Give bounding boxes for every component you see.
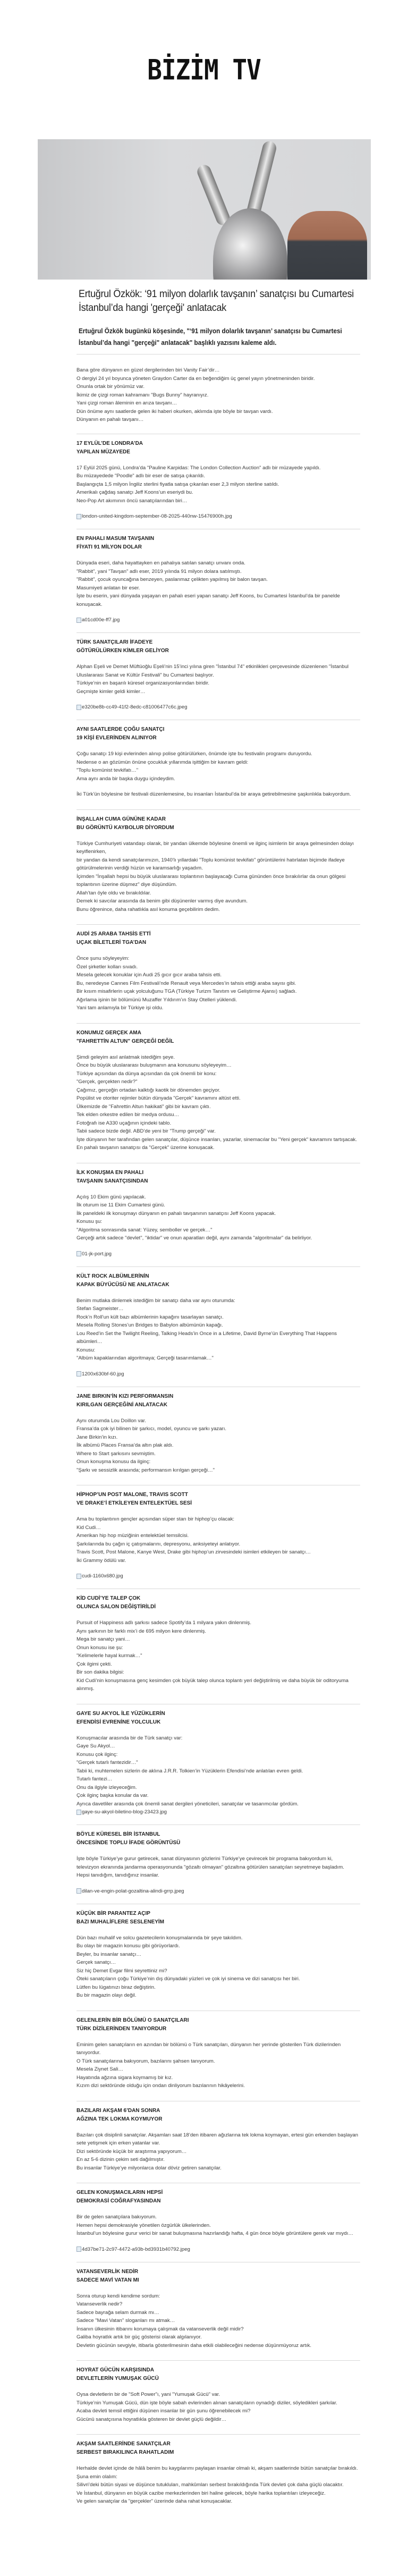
paragraph-line: Mesela gelecek konuklar için Audi 25 gıcır gıcır araba tahsis etti. — [76, 972, 222, 978]
broken-image — [76, 1808, 363, 1816]
article-section — [76, 924, 363, 1015]
paragraph-line: Sadece "Mavi Vatan" sloganları mı atmak… — [76, 2318, 175, 2324]
section-heading — [76, 725, 363, 742]
section-heading — [76, 1272, 363, 1289]
section-divider — [76, 2434, 360, 2435]
section-heading-line: HOYRAT GÜCÜN KARŞISINDA — [76, 2367, 154, 2373]
section-heading-line: DEMOKRASİ COĞRAFYASINDAN — [76, 2198, 161, 2204]
section-heading-line: BU GÖRÜNTÜ KAYBOLUR DİYORDUM — [76, 824, 174, 831]
paragraph-line: Herhalde devlet içinde de hâlâ benim bu kaygılarımı paylaşan insanlar olmalı ki, akşam saatlerinde bütün sanatçılar bırakıldı. — [76, 2465, 358, 2471]
paragraph-line: Amerikan hip hop müziğinin entelektüel temsilcisi. — [76, 1533, 189, 1539]
section-heading-line: BAZILARI AKŞAM 6’DAN SONRA — [76, 2107, 160, 2114]
image-alt-text: gaye-su-akyol-biletino-blog-23423.jpg — [82, 1809, 167, 1815]
section-heading — [76, 440, 363, 457]
paragraph-line: Hepsi tanıdığım, tanıdığınız insanlar. — [76, 1872, 159, 1878]
section-heading-line: BAZI MUHALİFLERE SESLENEYİM — [76, 1919, 165, 1925]
section-heading-line: KİD CUDİ’YE TALEP ÇOK — [76, 1595, 141, 1601]
image-alt-text: 4d37be71-2c97-4472-a93b-bd3931b40792.jpeg — [82, 2246, 190, 2252]
article-section — [76, 1904, 363, 2002]
paragraph-line: Bu insanlar Türkiye’ye milyonlarca dolar döviz getiren sanatçılar. — [76, 2165, 222, 2171]
artist-figure — [287, 211, 367, 280]
section-heading-line: KIRILGAN GERÇEĞİNİ ANLATACAK — [76, 1401, 167, 1408]
broken-image-icon — [76, 705, 81, 710]
article-sections — [76, 434, 363, 2508]
section-paragraph — [76, 1734, 363, 1809]
paragraph-line: Çağımız, gerçeğin ortadan kalktığı kaotik bir dönemden geçiyor. — [76, 1087, 220, 1093]
article-section — [76, 1163, 363, 1258]
article-section — [76, 1704, 363, 1817]
paragraph-line: Bir son dakika bilgisi: — [76, 1669, 124, 1675]
paragraph-line: Tabii sadece bizde değil. ABD’de yeni bir "Trump gerçeği" var. — [76, 1128, 216, 1134]
section-heading — [76, 2016, 363, 2033]
intro-line: İkimiz de çizgi roman kahramanı "Bugs Bunny" hayranıyız. — [76, 392, 209, 398]
section-heading-line: JANE BIRKIN’İN KIZI PERFORMANSIN — [76, 1393, 174, 1399]
paragraph-line: Pursuit of Happiness adlı şarkısı sadece Spotify’da 1 milyara yakın dinlenmiş. — [76, 1620, 252, 1626]
paragraph-line: İnsanın ülkesinin itibarını korumaya çalışmak da vatanseverlik değil midir? — [76, 2326, 244, 2332]
paragraph-line: Beyler, bu insanlar sanatçı… — [76, 1951, 142, 1957]
image-alt-text: dilan-ve-engin-polat-gozaltina-alindi-grrp.jpeg — [82, 1888, 184, 1894]
section-heading — [76, 535, 363, 552]
paragraph-line: Neo-Pop Art akımının öncü sanatçılarından biri… — [76, 497, 188, 504]
paragraph-line: Önce bu büyük uluslararası buluşmanın ana konusunu söyleyeyim… — [76, 1062, 232, 1068]
image-alt-text: london-united-kingdom-september-08-2025-440nw-15476900h.jpg — [82, 513, 232, 519]
section-paragraph — [76, 2391, 363, 2423]
article-section — [76, 720, 363, 801]
section-heading-line: TÜRK DİZİLERİNDEN TANIYORDUR — [76, 2025, 167, 2032]
paragraph-line: "Şarkı ve sessizlik arasında; performansın kırılgan gerçeği…" — [76, 1467, 215, 1473]
paragraph-line: Türkiye’nin en başarılı küresel organizasyonlarından biridir. — [76, 680, 210, 686]
section-heading-line: GELENLERİN BİR BÖLÜMÜ O SANATÇILARI — [76, 2017, 189, 2023]
paragraph-line: O Türk sanatçılarına bakıyorum, bazılarını şahsen tanıyorum. — [76, 2058, 215, 2064]
paragraph-line: Bir kısım misafirlerin uçak yolculuğunu TGA (Türkiye Turizm Tanıtım ve Geliştirme Ajansı) sağladı. — [76, 989, 297, 994]
section-heading — [76, 1169, 363, 1186]
paragraph-line: Konuşmacılar arasında bir de Türk sanatçı var: — [76, 1735, 183, 1741]
article-section — [76, 2101, 363, 2175]
paragraph-line: Jane Birkin’in kızı. — [76, 1434, 118, 1440]
paragraph-line: "Kelimelerle hayal kurmak…" — [76, 1653, 142, 1659]
paragraph-line: Demek ki savcılar arasında da benim gibi düşünenler varmış diye avundum. — [76, 898, 248, 904]
section-heading-line: UÇAK BİLETLERİ TGA’DAN — [76, 940, 147, 945]
section-paragraph — [76, 1193, 363, 1243]
broken-image — [76, 1250, 363, 1258]
paragraph-line: Popülist ve otoriter rejimler bütün dünyada "Gerçek" kavramını altüst etti. — [76, 1095, 241, 1101]
section-heading — [76, 2189, 363, 2206]
paragraph-line: Hayatında ağzına sigara koymamış bir kız. — [76, 2074, 173, 2081]
paragraph-line: Onun konusu ise şu: — [76, 1644, 123, 1651]
section-heading-line: ÖNCESİNDE TOPLU İFADE GÖRÜNTÜSÜ — [76, 1840, 181, 1846]
rabbit-ear-left — [195, 163, 232, 227]
paragraph-line: Mega bir sanatçı yani… — [76, 1636, 130, 1642]
broken-image-icon — [76, 1574, 81, 1579]
intro-line: Yani çizgi roman âleminin en arıza tavşanı… — [76, 400, 177, 406]
paragraph-line: "Algoritma sonrasında sanat: Yüzey, semboller ve gerçek…" — [76, 1227, 212, 1233]
section-heading — [76, 1029, 363, 1046]
paragraph-line: Ve İstanbul, dünyanın en büyük cazibe merkezlerinden biri haline gelecek, böyle harika toplantıları izleyeceğiz. — [76, 2490, 326, 2496]
image-alt-text: cudi-1160x680.jpg — [82, 1573, 123, 1579]
paragraph-line: Onu da ilgiyle izleyeceğim. — [76, 1784, 137, 1790]
paragraph-line: Şimdi geleyim asıl anlatmak istediğim şeye. — [76, 1054, 175, 1060]
paragraph-line: İstanbul’un böylesine gurur verici bir sanat buluşmasına hazırlandığı hafta, 4 gün önce böyle görüntülere gerek var mıydı… — [76, 2231, 354, 2236]
paragraph-line: Bu müzayedede "Poodle" adlı bir eser de satışa çıkarıldı. — [76, 473, 205, 479]
paragraph-line: Önce şunu söyleyeyim: — [76, 956, 130, 961]
paragraph-line: İçimden "İnşallah hepsi bu büyük uluslararası toplantının başlayacağı Cuma gününden önce bırakılırlar da onun gölgesi toplantının üzerine düşmez" diye düşündüm. — [76, 873, 347, 888]
section-heading-line: GAYE SU AKYOL İLE YÜZÜKLERİN — [76, 1710, 165, 1717]
section-heading-line: DEVLETLERİN YUMUŞAK GÜCÜ — [76, 2376, 159, 2381]
paragraph-line: İki Grammy ödülü var. — [76, 1557, 126, 1564]
section-divider — [76, 809, 360, 810]
image-alt-text: e320be8b-cc49-41f2-8edc-c81006477c6c.jpeg — [82, 704, 188, 710]
section-divider — [76, 632, 360, 633]
paragraph-line: İşte böyle Türkiye’ye gurur getirecek, sanat dünyasının gözlerini Türkiye’ye çevirecek bir programa bakıyordum ki, — [76, 1856, 333, 1862]
paragraph-line: "Gerçek, gerçekten nedir?" — [76, 1079, 138, 1085]
article-section — [76, 2262, 363, 2352]
site-logo[interactable]: BİZİM TV — [147, 53, 261, 87]
section-heading-line: AUDİ 25 ARABA TAHSİS ETTİ — [76, 931, 151, 937]
article-section — [76, 809, 363, 916]
paragraph-line: Başlangıçta 1,5 milyon İngiliz sterlini fiyatla satışa çıkarılan eser 2,3 milyon sterline satıldı. — [76, 481, 279, 487]
paragraph-line: Aynı oturumda Lou Doillon var. — [76, 1417, 147, 1424]
paragraph-line: Benim mutlaka dinlemek istediğim bir sanatçı daha var aynı oturumda: — [76, 1297, 235, 1304]
paragraph-line: Kid Cudi’nin konuşmasına genç kesimden çok büyük talep olunca toplantı yeri değiştirilmiş ve daha büyük bir oditoryuma alınmış. — [76, 1677, 350, 1692]
article-section — [76, 1485, 363, 1580]
paragraph-line: Ağırlama işinin bir bölümünü Muzaffer Yıldırım’ın Stay Otelleri yüklendi. — [76, 996, 237, 1003]
section-heading-line: EN PAHALI MASUM TAVŞANIN — [76, 536, 155, 542]
article-section — [76, 529, 363, 624]
section-heading — [76, 815, 363, 832]
article-section — [76, 2183, 363, 2253]
hero-image — [38, 139, 371, 280]
paragraph-line: Ülkemizde de "Fahrettin Altun hakikati" gibi bir kavram çıktı. — [76, 1103, 211, 1110]
section-heading-line: SERBEST BIRAKILINCA RAHATLADIM — [76, 2450, 174, 2455]
paragraph-line: İlk paneldeki ilk konuşmayı dünyanın en pahalı tavşanının sanatçısı Jeff Koons yapacak. — [76, 1210, 276, 1217]
article-section — [76, 1266, 363, 1378]
image-alt-text: 1200x630bf-60.jpg — [82, 1371, 124, 1377]
intro-paragraph — [76, 366, 363, 424]
paragraph-line: İşte dünyanın her tarafından gelen sanatçılar, düşünce insanları, yazarlar, sinemacılar bu "Yeni gerçek" kavramını tartışacak. — [76, 1136, 358, 1143]
section-paragraph — [76, 2292, 363, 2350]
paragraph-line: Bu olayı bir magazin konusu gibi görüyorlardı. — [76, 1943, 180, 1949]
paragraph-line: Fotoğrafı ise A330 uçağının içindeki tablo. — [76, 1120, 172, 1126]
section-heading — [76, 1830, 363, 1847]
paragraph-line: Sonra oturup kendi kendime sordum: — [76, 2293, 160, 2299]
article-section — [76, 2360, 363, 2426]
paragraph-line: Bunu öğrenince, daha rahatlıkla asıl konuma geçebilirim dedim. — [76, 906, 220, 913]
section-paragraph — [76, 790, 363, 799]
intro-line: O dergiyi 24 yıl boyunca yöneten Graydon Carter da en beğendiğim üç genel yayın yönetmeninden biridir. — [76, 375, 315, 382]
paragraph-line: Konusu şu: — [76, 1219, 103, 1224]
paragraph-line: İşte bu eserin, yani dünyada yaşayan en pahalı eseri yapan sanatçı Jeff Koons, bu Cumartesi İstanbul’da bir panelde konuşacak. — [76, 593, 342, 607]
section-heading — [76, 1910, 363, 1927]
paragraph-line: Bir de gelen sanatçılara bakıyorum. — [76, 2214, 157, 2220]
paragraph-line: Onun konuşma konusu da ilginç: — [76, 1459, 151, 1465]
paragraph-line: Rock’n Roll’un kült bazı albümlerinin kapağını tasarlayan sanatçı. — [76, 1314, 224, 1320]
paragraph-line: Mesela Rolling Stones’un Bridges to Babylon albümünün kapağı. — [76, 1322, 223, 1328]
section-heading — [76, 2268, 363, 2285]
paragraph-line: Türkiye’nin Yumuşak Gücü, dün işte böyle sabah evlerinden alınan sanatçıların oynadığı diziler, söyledikleri şarkılar. — [76, 2400, 337, 2406]
paragraph-line: Silivri’deki bütün siyasi ve düşünce tutukluları, mahkûmları serbest bırakıldığında Türk devleti çok daha güçlü olacaktır. — [76, 2482, 344, 2488]
article-section — [76, 632, 363, 711]
paragraph-line: Hemen hepsi demokrasiyle yönetilen özgürlük ülkelerinden. — [76, 2222, 211, 2228]
paragraph-line: televizyon ekranında jandarma operasyonunda "gözaltı olmayan" gözaltına götürülen sanatçıları seyretmeye başladım. — [76, 1864, 344, 1870]
paragraph-line: "Gerçek tutarlı fantezidir…" — [76, 1760, 138, 1766]
paragraph-line: Çok ilgimi çekti. — [76, 1661, 112, 1667]
broken-image-icon — [76, 1888, 81, 1894]
paragraph-line: Vatanseverlik nedir? — [76, 2301, 123, 2307]
section-divider — [76, 924, 360, 925]
broken-image — [76, 1887, 363, 1895]
article-section — [76, 434, 363, 521]
section-heading-line: BÖYLE KÜRESEL BİR İSTANBUL — [76, 1831, 160, 1837]
paragraph-line: Stefan Sagmeister… — [76, 1306, 124, 1312]
section-heading-line: OLUNCA SALON DEĞİŞTİRİLDİ — [76, 1604, 156, 1610]
section-heading — [76, 930, 363, 947]
paragraph-line: Türkiye açısından da dünya açısından da çok önemli bir konu: — [76, 1070, 217, 1077]
paragraph-line: Kızım dizi sektöründe olduğu için ondan dinliyorum bazılarının hikâyelerini. — [76, 2083, 245, 2089]
broken-image-icon — [76, 1371, 81, 1376]
broken-image — [76, 616, 363, 624]
intro-line: Onunla ortak bir yönümüz var. — [76, 384, 144, 390]
article-section — [76, 1825, 363, 1895]
paragraph-line: Yani tam anlamıyla bir Türkiye işi oldu. — [76, 1005, 164, 1011]
paragraph-line: Gaye Su Akyol… — [76, 1743, 115, 1749]
broken-image — [76, 1370, 363, 1378]
section-heading-line: TÜRK SANATÇILARI İFADEYE — [76, 639, 153, 645]
section-paragraph — [76, 1855, 363, 1880]
paragraph-line: Türkiye Cumhuriyeti vatandaşı olarak, bir yandan ülkemde böylesine önemli ve ilginç isimlerin bir araya gelmesinden dolayı keyiflenirken, — [76, 840, 355, 855]
image-alt-text: a01cd00e-ff7.jpg — [82, 617, 120, 623]
section-divider — [76, 2360, 360, 2361]
section-heading-line: GELEN KONUŞMACILARIN HEPSİ — [76, 2190, 163, 2195]
intro-line: Bana göre dünyanın en güzel dergilerinden biri Vanity Fair’dir… — [76, 367, 220, 373]
section-heading-line: EFENDİSİ EVRENİNE YOLCULUK — [76, 1719, 161, 1725]
paragraph-line: Dün bazı muhalif ve solcu gazetecilerin konuşmalarında bir şeye takıldım. — [76, 1935, 243, 1941]
section-heading-line: AYNI SAATLERDE ÇOĞU SANATÇI — [76, 727, 165, 732]
paragraph-line: "Toplu komünist tevkifatı…" — [76, 767, 139, 773]
paragraph-line: Devletin gücünün sevgiyle, itibarla gösterilmesinin daha etkili olabileceğini nedense düşünmüyoruz artık. — [76, 2342, 312, 2349]
section-paragraph — [76, 2213, 363, 2238]
paragraph-line: Geçmişte kimler geldi kimler… — [76, 688, 146, 695]
article-section — [76, 1387, 363, 1477]
paragraph-line: Gücünü sanatçısına hoyratlıkla gösteren bir devlet güçlü değildir… — [76, 2416, 227, 2422]
broken-image-icon — [76, 1251, 81, 1256]
section-heading-line: KAPAK BÜYÜCÜSÜ NE ANLATACAK — [76, 1281, 169, 1288]
site-header — [0, 0, 408, 139]
article-body — [76, 287, 363, 2508]
paragraph-line: Özel şirketler kolları sıvadı. — [76, 964, 138, 970]
paragraph-line: 17 Eylül 2025 günü, Londra’da "Pauline Karpidas: The London Collection Auction" adlı bir müzayede yapıldı. — [76, 464, 321, 471]
paragraph-line: Tabii ki, muhtemelen sizlerin de aklına J.R.R. Tolkien’in Yüzüklerin Efendisi’nde anlatılan evren geldi. — [76, 1768, 303, 1774]
section-heading — [76, 1594, 363, 1611]
section-paragraph — [76, 1619, 363, 1693]
section-paragraph — [76, 2464, 363, 2506]
paragraph-line: Eminim gelen sanatçıların en azından bir bölümü o Türk sanatçıları, dünyanın her yerinde gösterilen Türk dizilerinden tanıyordur. — [76, 2041, 342, 2056]
paragraph-line: Lütfen bu lügatınızı biraz değiştirin. — [76, 1984, 156, 1990]
paragraph-line: En pahalı tavşanın sanatçısı da "Gerçek" üzerine konuşacak. — [76, 1145, 215, 1151]
section-heading-line: GÖTÜRÜLÜRKEN KİMLER GELİYOR — [76, 648, 169, 654]
broken-image — [76, 2245, 363, 2253]
section-heading-line: VE DRAKE’İ ETKİLEYEN ENTELEKTÜEL SESİ — [76, 1500, 192, 1506]
paragraph-line: Allah’tan öyle oldu ve bırakıldılar. — [76, 890, 151, 896]
section-heading-line: HİPHOP’UN POST MALONE, TRAVIS SCOTT — [76, 1492, 188, 1498]
paragraph-line: Açılış 10 Ekim günü yapılacak. — [76, 1194, 146, 1200]
paragraph-line: Ama aynı anda bir başka duygu içindeydim. — [76, 775, 175, 782]
section-heading-line: SADECE MAVİ VATAN MI — [76, 2277, 139, 2283]
broken-image-icon — [76, 1810, 81, 1815]
section-paragraph — [76, 1417, 363, 1475]
section-heading — [76, 2107, 363, 2124]
paragraph-line: Galiba hoyratlık artık bir güç gösterisi olarak algılanıyor. — [76, 2334, 202, 2340]
paragraph-line: Amerikalı çağdaş sanatçı Jeff Koons’un eseriydi bu. — [76, 489, 193, 495]
intro-line: Dünyanın en pahalı tavşanı… — [76, 417, 144, 423]
broken-image-icon — [76, 618, 81, 623]
section-heading-line: İLK KONUŞMA EN PAHALI — [76, 1169, 144, 1176]
broken-image — [76, 512, 363, 520]
paragraph-line: Bu bir magazin olayı değil. — [76, 1992, 137, 1998]
paragraph-line: Nedense o an gözümün önüne çocukluk yıllarımda işittiğim bir kavram geldi: — [76, 759, 249, 765]
article-section — [76, 1589, 363, 1695]
paragraph-line: "Rabbit", çocuk oyuncağına benzeyen, paslanmaz çelikten yapılmış bir balon tavşan. — [76, 577, 268, 582]
section-divider — [76, 1023, 360, 1024]
article-section — [76, 1023, 363, 1154]
paragraph-line: Ama bu toplantının gençler açısından süper starı bir hiphop’çu olacak: — [76, 1516, 235, 1522]
paragraph-line: bir yandan da kendi sanatçılarımızın, 1940’lı yıllardaki "Toplu komünist tevkifatı" görüntülerini hatırlatan biçimde ifadeye götürülmelerinin verdiği hüzün ve karamsarlığı yaşadım. — [76, 857, 346, 871]
section-paragraph — [76, 464, 363, 505]
paragraph-line: Travis Scott, Post Malone, Kanye West, Drake gibi hiphop’un zirvesindeki isimleri etkileyen bir sanatçı… — [76, 1549, 311, 1555]
paragraph-line: Gerçek sanatçı… — [76, 1960, 116, 1965]
paragraph-line: Gerçeği artık sadece "devlet", "iktidar" ve onun aparatları değil, aynı zamanda "algoritmalar" da belirliyor. — [76, 1235, 312, 1241]
paragraph-line: Sadece bayrağa selam durmak mı… — [76, 2309, 159, 2316]
broken-image — [76, 703, 363, 711]
paragraph-line: Kid Cudi… — [76, 1524, 101, 1531]
section-heading-line: 17 EYLÜL’DE LONDRA’DA — [76, 440, 143, 446]
article-section — [76, 2011, 363, 2092]
paragraph-line: İki Türk’ün böylesine bir festivali düzenlemesine, bu insanları İstanbul’da bir araya getirebilmesine şaşkınlıkla bakıyordum. — [76, 791, 351, 797]
section-heading — [76, 2440, 363, 2457]
section-paragraph — [76, 955, 363, 1012]
section-paragraph — [76, 2041, 363, 2090]
section-divider — [76, 1266, 360, 1267]
section-paragraph — [76, 2131, 363, 2173]
paragraph-line: Aynı şarkının bir farklı mix’i de 695 milyon kere dinlenmiş. — [76, 1628, 207, 1634]
paragraph-line: Öteki sanatçıların çoğu Türkiye’nin dış dünyadaki yüzleri ve çok iyi sinema ve dizi sanatçısı her biri. — [76, 1976, 300, 1982]
paragraph-line: Bu, neredeyse Cannes Film Festivali’nde Renault veya Mercedes’in tahsis ettiği araba sayısı gibi. — [76, 980, 296, 986]
paragraph-line: Mesela Ziynet Sali… — [76, 2066, 123, 2072]
paragraph-line: En az 5-6 dizinin çekim seti dağılmıştır. — [76, 2157, 165, 2163]
paragraph-line: Tutarlı fantezi… — [76, 1776, 113, 1782]
section-heading-line: AKŞAM SAATLERİNDE SANATÇILAR — [76, 2441, 171, 2447]
paragraph-line: Ayrıca davetliler arasında çok önemli sanat dergileri yöneticileri, sanatçılar ve tasarımcılar gördüm. — [76, 1801, 299, 1807]
section-heading-line: AĞZINA TEK LOKMA KOYMUYOR — [76, 2116, 163, 2122]
paragraph-line: Şarkılarında bu çağın iç çatışmalarını, depresyonu, anksiyeteyi anlatıyor. — [76, 1541, 241, 1547]
section-paragraph — [76, 750, 363, 783]
section-heading-line: VATANSEVERLİK NEDİR — [76, 2268, 139, 2275]
broken-image-icon — [76, 514, 81, 519]
section-paragraph — [76, 1515, 363, 1565]
paragraph-line: Where to Start şarkısını sevmiştim. — [76, 1450, 156, 1457]
image-alt-text: 01-jk-port.jpg — [82, 1251, 112, 1257]
section-heading-line: KÜLT ROCK ALBÜMLERİNİN — [76, 1273, 149, 1279]
paragraph-line: Çok ilginç başka konular da var. — [76, 1793, 149, 1798]
article-section — [76, 2434, 363, 2508]
paragraph-line: Ve gelen sanatçılar da "gerçekler" üzerinde daha rahat konuşacaklar. — [76, 2498, 233, 2504]
paragraph-line: Dizi sektöründe küçük bir araştırma yapıyorum… — [76, 2148, 187, 2155]
broken-image — [76, 1572, 363, 1580]
paragraph-line: Çoğu sanatçı 19 kişi evlerinden alınıp polise götürülürken, önümde işte bu festivalin programı duruyordu. — [76, 751, 312, 757]
section-heading-line: KONUMUZ GERÇEK AMA — [76, 1029, 141, 1036]
section-heading-line: KÜÇÜK BİR PARANTEZ AÇIP — [76, 1910, 150, 1916]
paragraph-line: Dünyada eseri, daha hayattayken en pahalıya satılan sanatçı unvanı onda. — [76, 560, 245, 566]
section-heading — [76, 1491, 363, 1508]
paragraph-line: Konusu çok ilginç: — [76, 1751, 118, 1758]
paragraph-line: "Rabbit", yani "Tavşan" adlı eser, 2019 yılında 91 milyon dolara satılmıştı. — [76, 568, 242, 575]
paragraph-line: İlk oturum ise 11 Ekim Cumartesi günü. — [76, 1202, 165, 1208]
paragraph-line: İlk albümü Places Fransa’da altın plak aldı. — [76, 1442, 174, 1448]
section-heading-line: İNŞALLAH CUMA GÜNÜNE KADAR — [76, 816, 166, 822]
section-heading-line: "FAHRETTİN ALTUN" GERÇEĞİ DEĞİL — [76, 1038, 174, 1044]
intro-line: Dün önüme aynı saatlerde gelen iki haberi okurken, aklımda işte böyle bir tavşan vardı. — [76, 408, 273, 415]
paragraph-line: Fransa’da çok iyi bilinen bir şarkıcı, model, oyuncu ve şarkı yazarı. — [76, 1426, 227, 1432]
paragraph-line: Siz hiç Demet Evgar filmi seyrettiniz mi? — [76, 1967, 167, 1974]
article-lead: Ertuğrul Özkök bugünkü köşesinde, "‘91 milyon dolarlık tavşanın’ sanatçısı bu Cumartesi İstanbul’da hangi "gerçeği" anlatacak" başlıklı yazısını kaleme aldı. — [79, 327, 342, 347]
paragraph-line: Alphan Eşeli ve Demet Müftüoğlu Eşeli’nin 15’inci yılına giren "İstanbul 74" etkinlikleri çerçevesinde düzenlenen "İstanbul Uluslararası Sanat ve Kültür Festivali" bu Cumartesi başlıyor. — [76, 664, 350, 678]
section-heading — [76, 1710, 363, 1727]
article-title: Ertuğrul Özkök: ‘91 milyon dolarlık tavşanın’ sanatçısı bu Cumartesi İstanbul’da hangi 'gerçeği' anlatacak — [79, 288, 354, 314]
section-heading — [76, 2366, 363, 2383]
section-paragraph — [76, 1297, 363, 1363]
paragraph-line: Masumiyeti anlatan bir eser. — [76, 585, 140, 591]
section-paragraph — [76, 1934, 363, 2000]
paragraph-line: Lou Reed’in Set the Twilight Reeling, Talking Heads’in Once in a Lifetime, David Byrne’ün Everything That Happens albümleri… — [76, 1330, 338, 1345]
section-paragraph — [76, 1053, 363, 1152]
paragraph-line: Konusu: — [76, 1347, 96, 1353]
section-heading — [76, 638, 363, 655]
paragraph-line: Şuna emin olalım: — [76, 2473, 117, 2480]
broken-image-icon — [76, 2246, 81, 2252]
paragraph-line: Bazıları çok disiplinli sanatçılar. Akşamları saat 18’den itibaren ağızlarına tek lokma koymayan, ertesi gün erkenden başlayan sete yetişmek için erken yatanlar var. — [76, 2132, 360, 2146]
section-paragraph — [76, 559, 363, 609]
paragraph-line: "Albüm kapaklarından algoritmaya; Gerçeği tasarımlamak…" — [76, 1355, 214, 1361]
section-heading-line: YAPILAN MÜZAYEDE — [76, 449, 130, 455]
section-heading — [76, 1392, 363, 1409]
paragraph-line: Acaba devleti temsil ettiğini düşünen insanlar bir gün şunu öğrenebilecek mi? — [76, 2408, 251, 2414]
paragraph-line: Oysa devletlerin bir de "Soft Power"ı, yani "Yumuşak Gücü" var. — [76, 2392, 220, 2397]
section-paragraph — [76, 663, 363, 696]
section-heading-line: 19 KİŞİ EVLERİNDEN ALINIYOR — [76, 735, 157, 741]
section-heading-line: TAVŞANIN SANATÇISINDAN — [76, 1178, 148, 1184]
paragraph-line: Tek elden orkestre edilen bir medya ordusu… — [76, 1112, 180, 1118]
section-paragraph — [76, 840, 363, 914]
section-heading-line: FİYATI 91 MİLYON DOLAR — [76, 544, 142, 550]
